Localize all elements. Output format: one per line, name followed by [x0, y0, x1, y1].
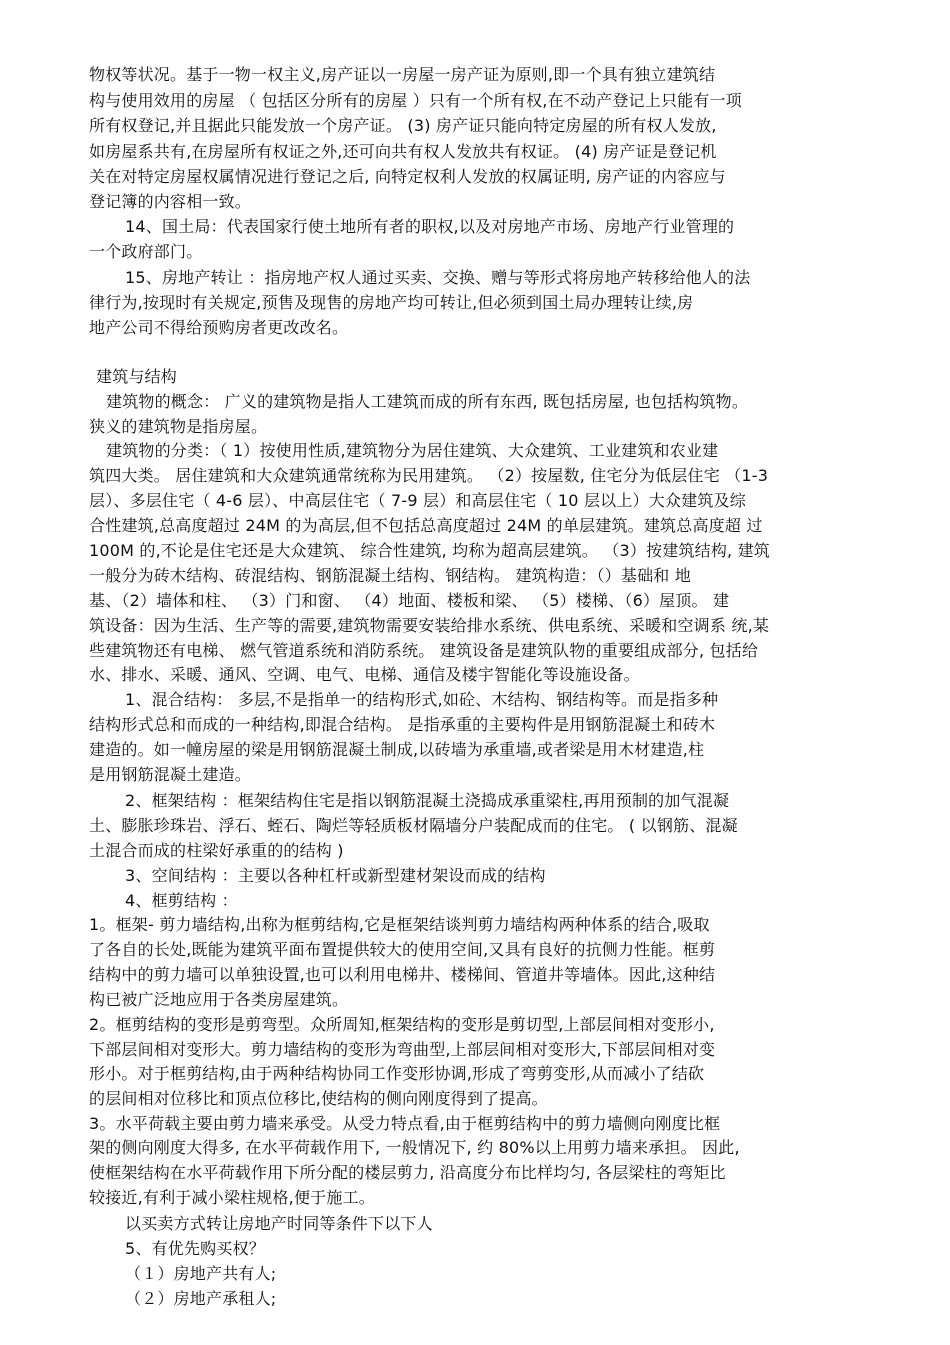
text-line: 关在对特定房屋权属情况进行登记之后, 向特定权利人发放的权属证明, 房产证的内容应与: [89, 167, 726, 186]
text-line: 了各自的长处,既能为建筑平面布置提供较大的使用空间,又具有良好的抗侧力性能。框剪: [89, 940, 716, 959]
text-line: 地产公司不得给预购房者更改改名。: [89, 318, 349, 337]
text-line: 下部层间相对变形大。剪力墙结构的变形为弯曲型,上部层间相对变形大,下部层间相对变: [89, 1040, 716, 1059]
text-line: 土混合而成的柱梁好承重的的结构 ): [89, 841, 344, 860]
list-item: （１）房地产共有人;: [125, 1264, 277, 1283]
text-line: 物权等状况。基于一物一权主义,房产证以一房屋一房产证为原则,即一个具有独立建筑结: [89, 65, 716, 84]
text-line: 层）、多层住宅（ 4-6 层）、中高层住宅（ 7-9 层）和高层住宅（ 10 层以上）大众建筑及综: [89, 491, 746, 510]
text-line: 2、框架结构 ：框架结构住宅是指以钢筋混凝土浇捣成承重梁柱,再用预制的加气混凝: [125, 791, 730, 810]
text-line: 100M 的,不论是住宅还是大众建筑、 综合性建筑, 均称为超高层建筑。 （3）按建筑结构, 建筑: [89, 541, 771, 560]
text-line: 建筑物的分类：（ 1）按使用性质,建筑物分为居住建筑、大众建筑、工业建筑和农业建: [106, 441, 719, 460]
text-line: 使框架结构在水平荷载作用下所分配的楼层剪力, 沿高度分布比样均匀, 各层梁柱的弯矩比: [89, 1163, 726, 1182]
text-line: 3、空间结构 ：主要以各种杠杆或新型建材架设而成的结构: [125, 866, 546, 885]
text-line: 所有权登记,并且据此只能发放一个房产证。 (3) 房产证只能向特定房屋的所有权人发放,: [89, 116, 717, 135]
text-line: 14、国土局：代表国家行使土地所有者的职权,以及对房地产市场、房地产行业管理的: [125, 217, 735, 236]
text-line: 一个政府部门。: [89, 242, 203, 261]
text-line: 结构中的剪力墙可以单独设置,也可以利用电梯井、楼梯间、管道井等墙体。因此,这种结: [89, 965, 716, 984]
text-line: 4、框剪结构 ：: [125, 891, 238, 910]
text-line: 筑四大类。 居住建筑和大众建筑通常统称为民用建筑。 （2）按屋数, 住宅分为低层住宅 （1-3: [89, 466, 769, 485]
text-line: 构已被广泛地应用于各类房屋建筑。: [89, 990, 349, 1009]
text-line: 登记簿的内容相一致。: [89, 192, 252, 211]
text-line: 1。框架- 剪力墙结构,出称为框剪结构,它是框架结谈判剪力墙结构两种体系的结合,吸取: [89, 915, 710, 934]
text-line: 15、房地产转让 ：指房地产权人通过买卖、交换、赠与等形式将房地产转移给他人的法: [125, 268, 751, 287]
text-line: 2。框剪结构的变形是剪弯型。众所周知,框架结构的变形是剪切型,上部层间相对变形小,: [89, 1015, 715, 1034]
text-line: 狭义的建筑物是指房屋。: [89, 417, 268, 436]
text-line: 土、膨胀珍珠岩、浮石、蛭石、陶烂等轻质板材隔墙分户装配成而的住宅。 ( 以钢筋、混凝: [89, 816, 738, 835]
text-line: 1、混合结构： 多层,不是指单一的结构形式,如砼、木结构、钢结构等。而是指多种: [125, 690, 719, 709]
text-line: 较接近,有利于减小梁柱规格,便于施工。: [89, 1188, 375, 1207]
text-line: 建造的。如一幢房屋的梁是用钢筋混凝土制成,以砖墙为承重墙,或者梁是用木材建造,柱: [89, 740, 705, 759]
text-line: 建筑物的概念： 广义的建筑物是指人工建筑而成的所有东西, 既包括房屋, 也包括构筑物。: [106, 392, 749, 411]
text-line: 律行为,按现时有关规定,预售及现售的房地产均可转让,但必须到国土局办理转让续,房: [89, 293, 694, 312]
text-line: 结构形式总和而成的一种结构,即混合结构。 是指承重的主要构件是用钢筋混凝土和砖木: [89, 715, 716, 734]
text-line: 以买卖方式转让房地产时同等条件下以下人: [125, 1214, 433, 1233]
text-line: 的层间相对位移比和顶点位移比,使结构的侧向刚度得到了提高。: [89, 1089, 548, 1108]
list-item: （２）房地产承租人;: [125, 1289, 277, 1308]
text-line: 是用钢筋混凝土建造。: [89, 765, 252, 784]
text-line: 构与使用效用的房屋 （ 包括区分所有的房屋 ）只有一个所有权,在不动产登记上只能有一项: [89, 91, 742, 110]
text-line: 些建筑物还有电梯、 燃气管道系统和消防系统。 建筑设备是建筑队物的重要组成部分, 包括给: [89, 641, 759, 660]
text-line: 如房屋系共有,在房屋所有权证之外,还可向共有权人发放共有权证。 (4) 房产证是登记机: [89, 142, 717, 161]
text-line: 一般分为砖木结构、砖混结构、钢筋混凝土结构、钢结构。 建筑构造：（）基础和 地: [89, 566, 691, 585]
section-heading: 建筑与结构: [96, 367, 178, 386]
text-line: 形小。对于框剪结构,由于两种结构协同工作变形协调,形成了弯剪变形,从而减小了结砍: [89, 1064, 705, 1083]
text-line: 水、排水、采暖、通风、空调、电气、电梯、通信及楼宇智能化等设施设备。: [89, 665, 640, 684]
text-line: 筑设备：因为生活、生产等的需要,建筑物需要安装给排水系统、供电系统、采暖和空调系 统,某: [89, 616, 770, 635]
text-line: 5、有优先购买权？: [125, 1239, 265, 1258]
text-line: 架的侧向刚度大得多, 在水平荷载作用下, 一般情况下, 约 80%以上用剪力墙来承担。 因此,: [89, 1138, 740, 1157]
text-line: 3。水平荷载主要由剪力墙来承受。从受力特点看,由于框剪结构中的剪力墙侧向刚度比框: [89, 1114, 721, 1133]
text-line: 合性建筑,总高度超过 24M 的为高层,但不包括总高度超过 24M 的单层建筑。建筑总高度超 过: [89, 516, 763, 535]
text-line: 基、（2）墙体和柱、 （3）门和窗、 （4）地面、楼板和梁、 （5）楼梯、（6）屋顶。 建: [89, 591, 730, 610]
